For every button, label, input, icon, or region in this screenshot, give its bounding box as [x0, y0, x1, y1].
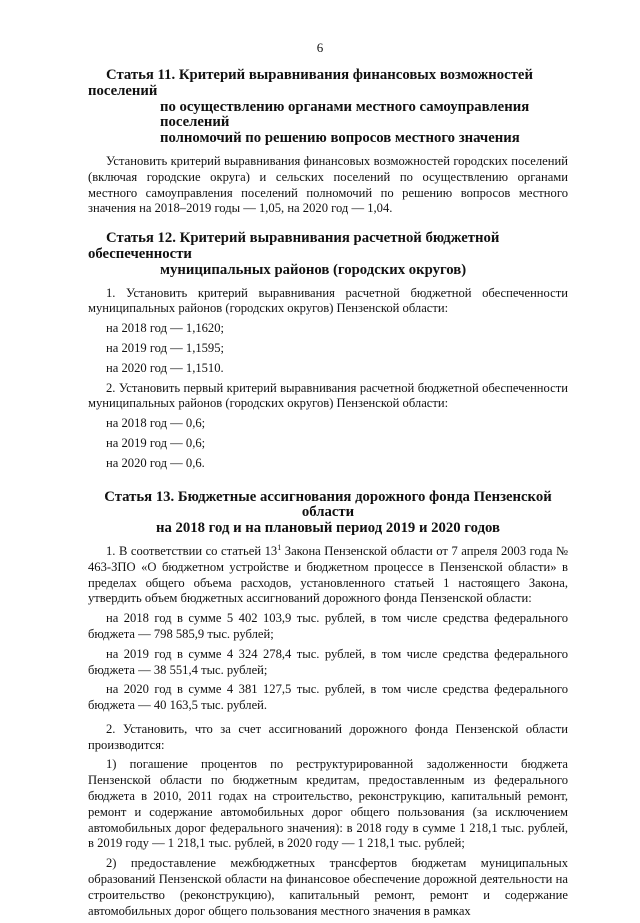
article-13-title-line: на 2018 год и на плановый период 2019 и 2020 годов — [155, 520, 500, 537]
article-13-title-line: Статья 13. Бюджетные ассигнования дорожного фонда Пензенской области — [104, 488, 552, 521]
list-item: 2) предоставление межбюджетных трансфертов бюджетам муниципальных образований Пензенской области на финансовое обеспечение дорожной деятельности на строительство (реконструкцию), капитальный ремонт, ремонт и содержание автомобильных дорог общего пользования местного значения в рамках — [88, 856, 568, 918]
article-11-title-line: полномочий по решению вопросов местного значения — [160, 130, 520, 147]
page-number: 6 — [316, 40, 324, 55]
list-item: на 2018 год — 0,6; — [106, 416, 206, 431]
article-11-text: Установить критерий выравнивания финансовых возможностей городских поселений (включая городские округа) и сельских поселений по осуществлению органами местного самоуправления поселений полномочий по решению вопросов местного значения на 2018–2019 годы — 1,05, на 2020 год — 1,04. — [88, 153, 568, 216]
article-12-paragraph-2: 2. Установить первый критерий выравнивания расчетной бюджетной обеспеченности муниципальных районов (городских округов) Пензенской области: — [88, 380, 568, 411]
document-body — [88, 68, 568, 923]
list-item: на 2020 год в сумме 4 381 127,5 тыс. рублей, в том числе средства федерального бюджета — 40 163,5 тыс. рублей. — [88, 682, 568, 713]
article-12-title-line: муниципальных районов (городских округов) — [160, 261, 467, 278]
list-item: на 2019 год — 0,6; — [106, 435, 206, 450]
list-item: на 2019 год — 1,1595; — [106, 340, 225, 355]
article-11-title-line: по осуществлению органами местного самоуправления поселений — [160, 98, 530, 131]
list-item: на 2018 год — 1,1620; — [106, 321, 225, 336]
superscript: 1 — [277, 542, 282, 552]
list-item: на 2018 год в сумме 5 402 103,9 тыс. рублей, в том числе средства федерального бюджета — 798 585,9 тыс. рублей; — [88, 611, 568, 641]
list-item: на 2020 год — 1,1510. — [106, 360, 224, 375]
article-13-paragraph-2: 2. Установить, что за счет ассигнований дорожного фонда Пензенской области производится: — [88, 721, 568, 752]
paragraph-text: 1. В соответствии со статьей 13 — [106, 543, 278, 558]
article-13-title — [88, 490, 568, 537]
list-item: на 2020 год — 0,6. — [106, 455, 205, 470]
list-item: 1) погашение процентов по реструктурированной задолженности бюджета Пензенской области по бюджетным кредитам, предоставленным из федерального бюджета в 2010, 2011 годах на строительство, реконструкцию, капитальный ремонт, ремонт и содержание автомобильных дорог общего пользования (за исключением автомобильных дорог федерального значения): в 2018 году в сумме 1 218,1 тыс. рублей, в 2019 году — 1 218,1 тыс. рублей, в 2020 году — 1 218,1 тыс. рублей; — [88, 757, 568, 851]
list-item: на 2019 год в сумме 4 324 278,4 тыс. рублей, в том числе средства федерального бюджета — 38 551,4 тыс. рублей; — [88, 646, 568, 677]
article-12-title — [88, 231, 568, 278]
article-13-paragraph-1 — [88, 544, 568, 607]
article-11-title-line: Статья 11. Критерий выравнивания финансовых возможностей поселений — [88, 67, 533, 99]
article-11-title — [88, 68, 568, 147]
paragraph-text: Закона Пензенской области от 7 апреля 2003 года № 463-ЗПО «О бюджетном устройстве и бюджетном процессе в Пензенской области» в пределах общего объема расходов, установленного статьей 1 настоящего Закона, утвердить объем бюджетных ассигнований дорожного фонда Пензенской области: — [88, 543, 568, 606]
article-12-title-line: Статья 12. Критерий выравнивания расчетной бюджетной обеспеченности — [88, 230, 500, 262]
article-12-paragraph-1: 1. Установить критерий выравнивания расчетной бюджетной обеспеченности муниципальных районов (городских округов) Пензенской области: — [88, 285, 568, 316]
